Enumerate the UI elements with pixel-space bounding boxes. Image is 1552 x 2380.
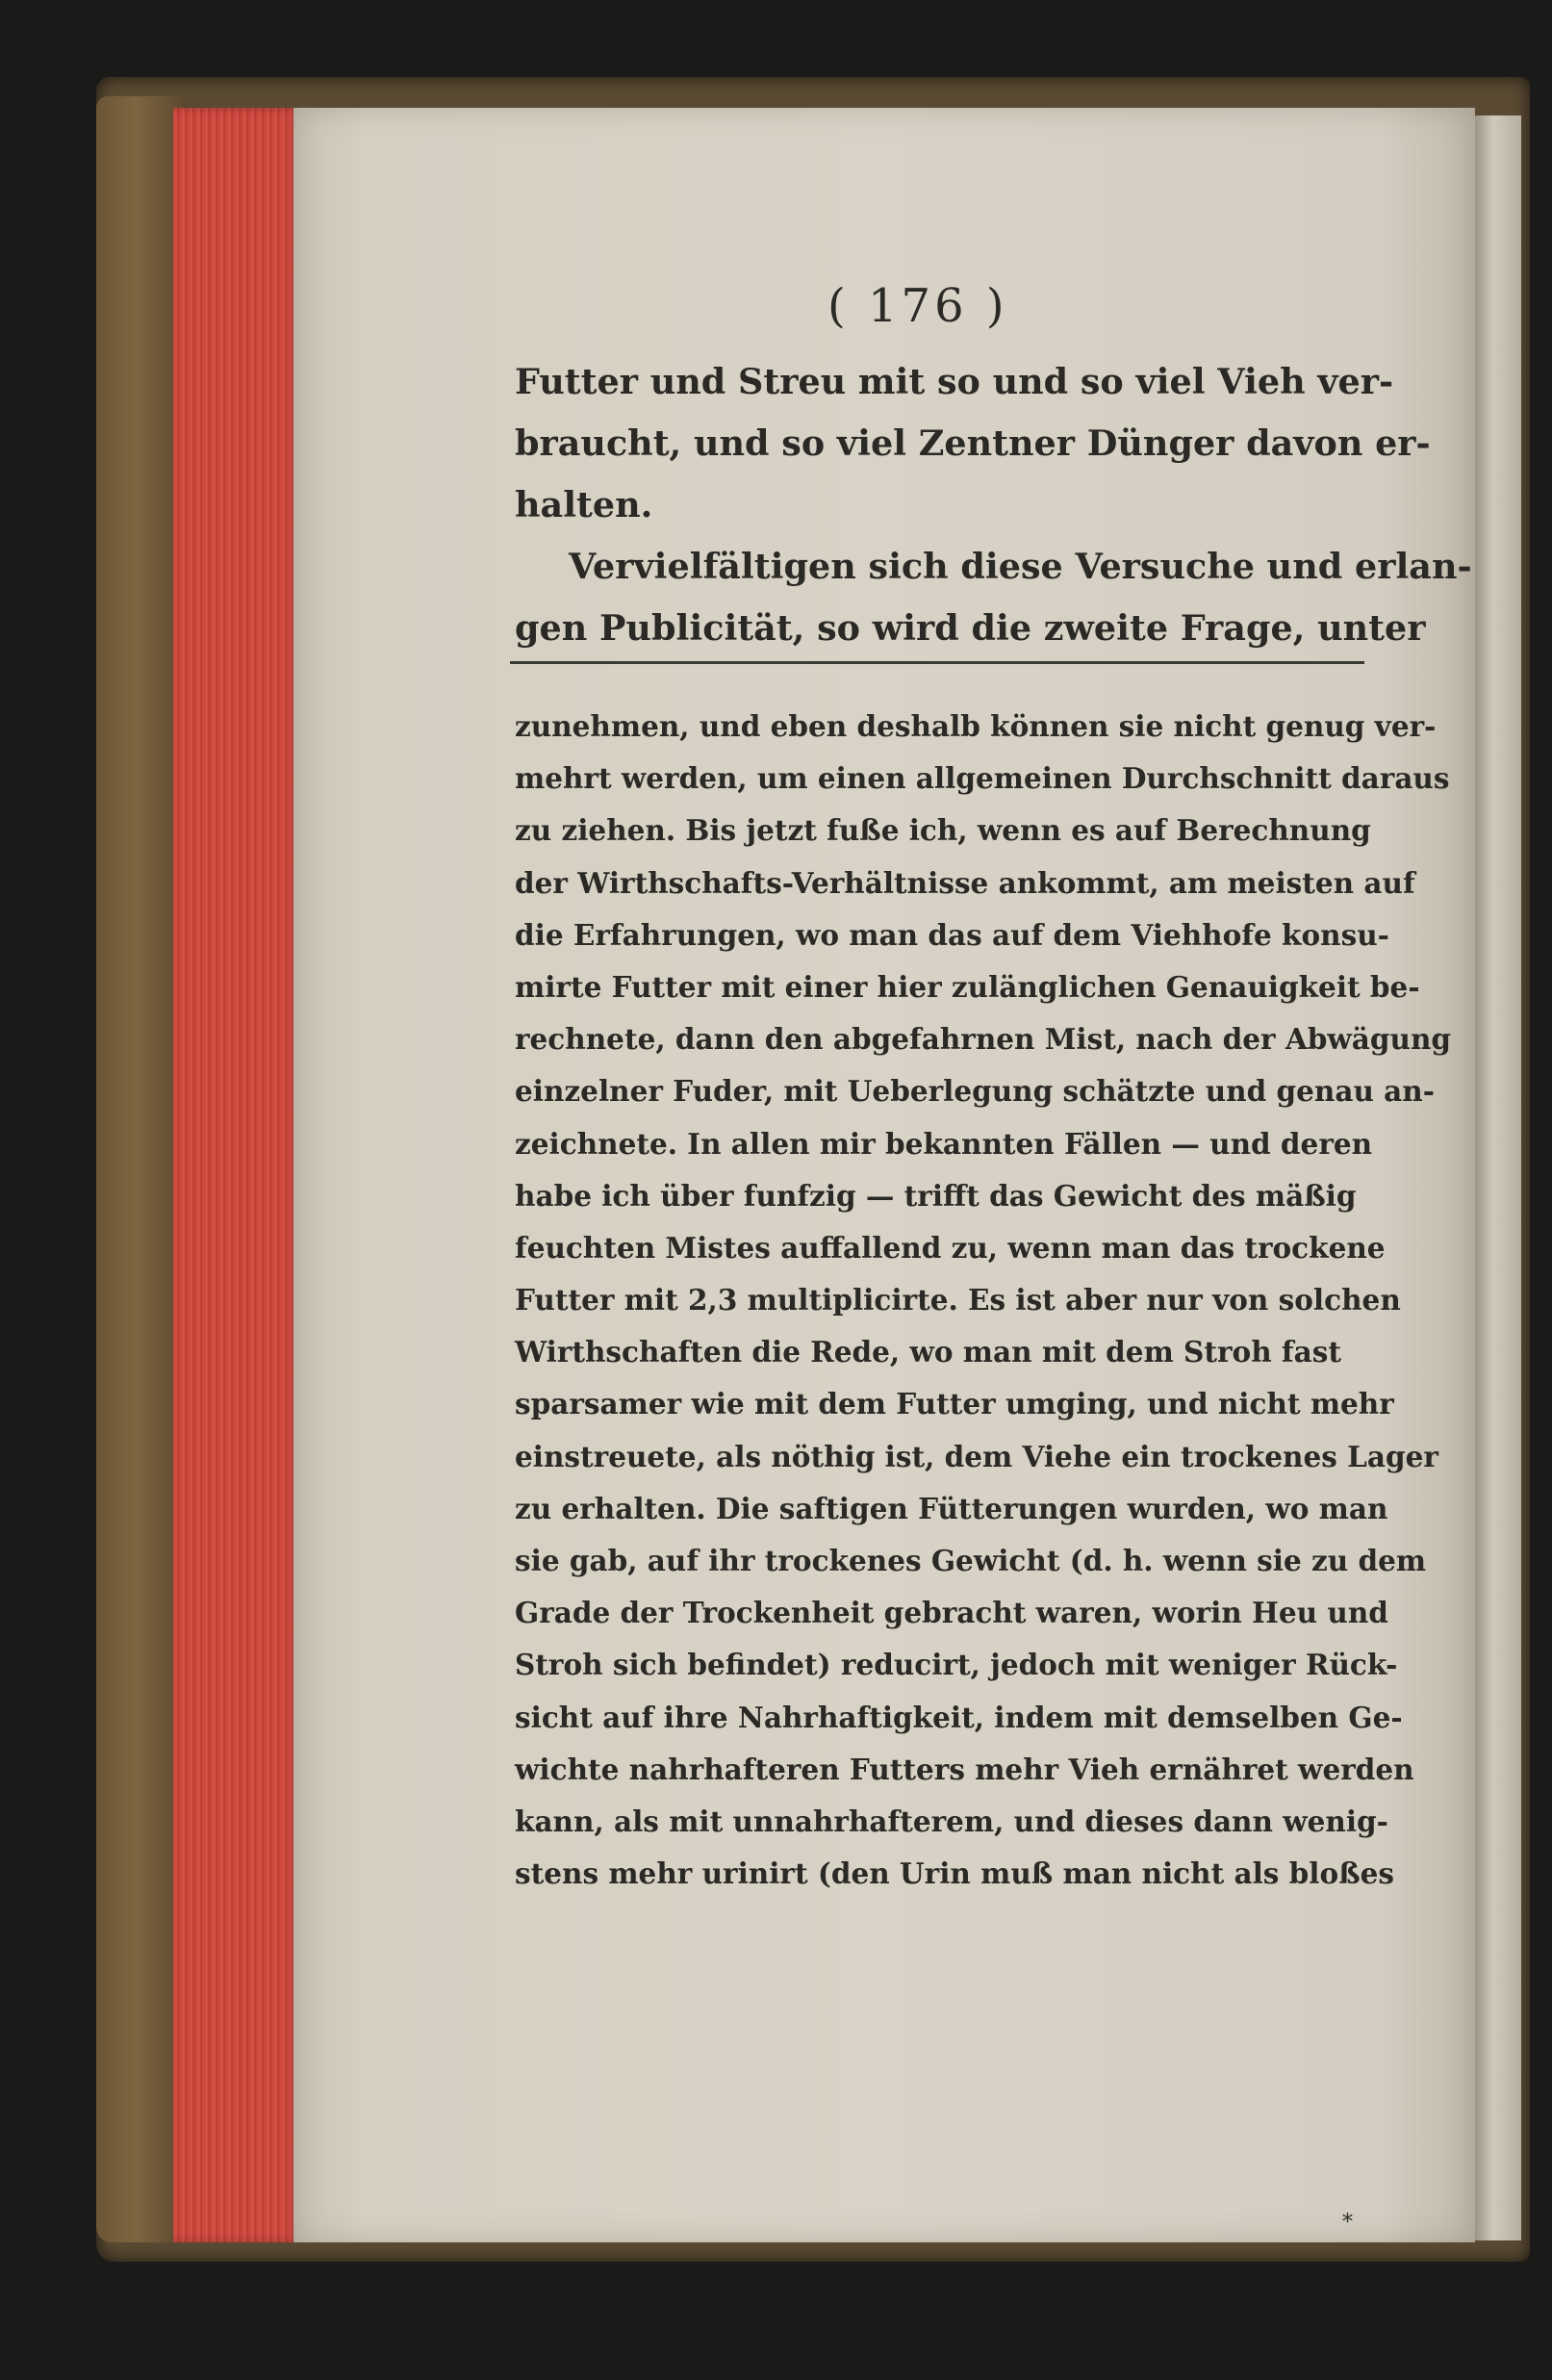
text-line: gen Publicität, so wird die zweite Frage, unter: [515, 607, 1426, 649]
upper-text-block: [515, 351, 1472, 659]
page-number: ( 176 ): [827, 279, 1008, 333]
text-line: Vervielfältigen sich diese Versuche und erlan-: [569, 546, 1472, 587]
text-line: der Wirthschafts-Verhältnisse ankommt, am meisten auf: [515, 865, 1415, 900]
facing-page-edge: [1475, 115, 1521, 2240]
text-line: Futter mit 2,3 multiplicirte. Es ist aber nur von solchen: [515, 1283, 1401, 1318]
footnote-text-block: [515, 701, 1452, 1900]
text-line: Wirthschaften die Rede, wo man mit dem Stroh fast: [515, 1335, 1341, 1369]
text-line: Grade der Trockenheit gebracht waren, worin Heu und: [515, 1596, 1388, 1630]
signature-mark: *: [1342, 2211, 1353, 2235]
text-line: einstreuete, als nöthig ist, dem Viehe ein trockenes Lager: [515, 1439, 1438, 1473]
text-line: sicht auf ihre Nahrhaftigkeit, indem mit demselben Ge-: [515, 1700, 1403, 1734]
red-page-edges: [173, 108, 300, 2242]
text-line: braucht, und so viel Zentner Dünger davon er-: [515, 422, 1431, 464]
text-line: feuchten Mistes auffallend zu, wenn man das trockene: [515, 1230, 1386, 1265]
text-line: einzelner Fuder, mit Ueberlegung schätzte und genau an-: [515, 1074, 1435, 1109]
text-line: zu ziehen. Bis jetzt fuße ich, wenn es auf Berechnung: [515, 813, 1371, 848]
text-line: sie gab, auf ihr trockenes Gewicht (d. h. wenn sie zu dem: [515, 1544, 1427, 1577]
book-spine-edge: [96, 96, 183, 2242]
text-line: die Erfahrungen, wo man das auf dem Viehhofe konsu-: [515, 917, 1389, 952]
text-line: kann, als mit unnahrhafterem, und dieses dann wenig-: [515, 1804, 1388, 1838]
text-line: mehrt werden, um einen allgemeinen Durchschnitt daraus: [515, 761, 1450, 796]
text-line: rechnete, dann den abgefahrnen Mist, nach der Abwägung: [515, 1022, 1452, 1057]
text-line: zunehmen, und eben deshalb können sie nicht genug ver-: [515, 709, 1437, 743]
text-line: Futter und Streu mit so und so viel Vieh ver-: [515, 361, 1394, 402]
separator-rule: [510, 661, 1364, 664]
text-line: Stroh sich befindet) reducirt, jedoch mit weniger Rück-: [515, 1648, 1398, 1682]
text-line: mirte Futter mit einer hier zulänglichen Genauigkeit be-: [515, 969, 1420, 1004]
text-line: wichte nahrhafteren Futters mehr Vieh ernähret werden: [515, 1752, 1414, 1786]
text-line: habe ich über funfzig — trifft das Gewicht des mäßig: [515, 1178, 1357, 1213]
text-line: zu erhalten. Die saftigen Fütterungen wurden, wo man: [515, 1491, 1388, 1525]
text-line: zeichnete. In allen mir bekannten Fällen — und deren: [515, 1126, 1373, 1161]
text-line: stens mehr urinirt (den Urin muß man nicht als bloßes: [515, 1856, 1394, 1891]
text-line: sparsamer wie mit dem Futter umging, und nicht mehr: [515, 1387, 1394, 1421]
text-line: halten.: [515, 484, 653, 525]
